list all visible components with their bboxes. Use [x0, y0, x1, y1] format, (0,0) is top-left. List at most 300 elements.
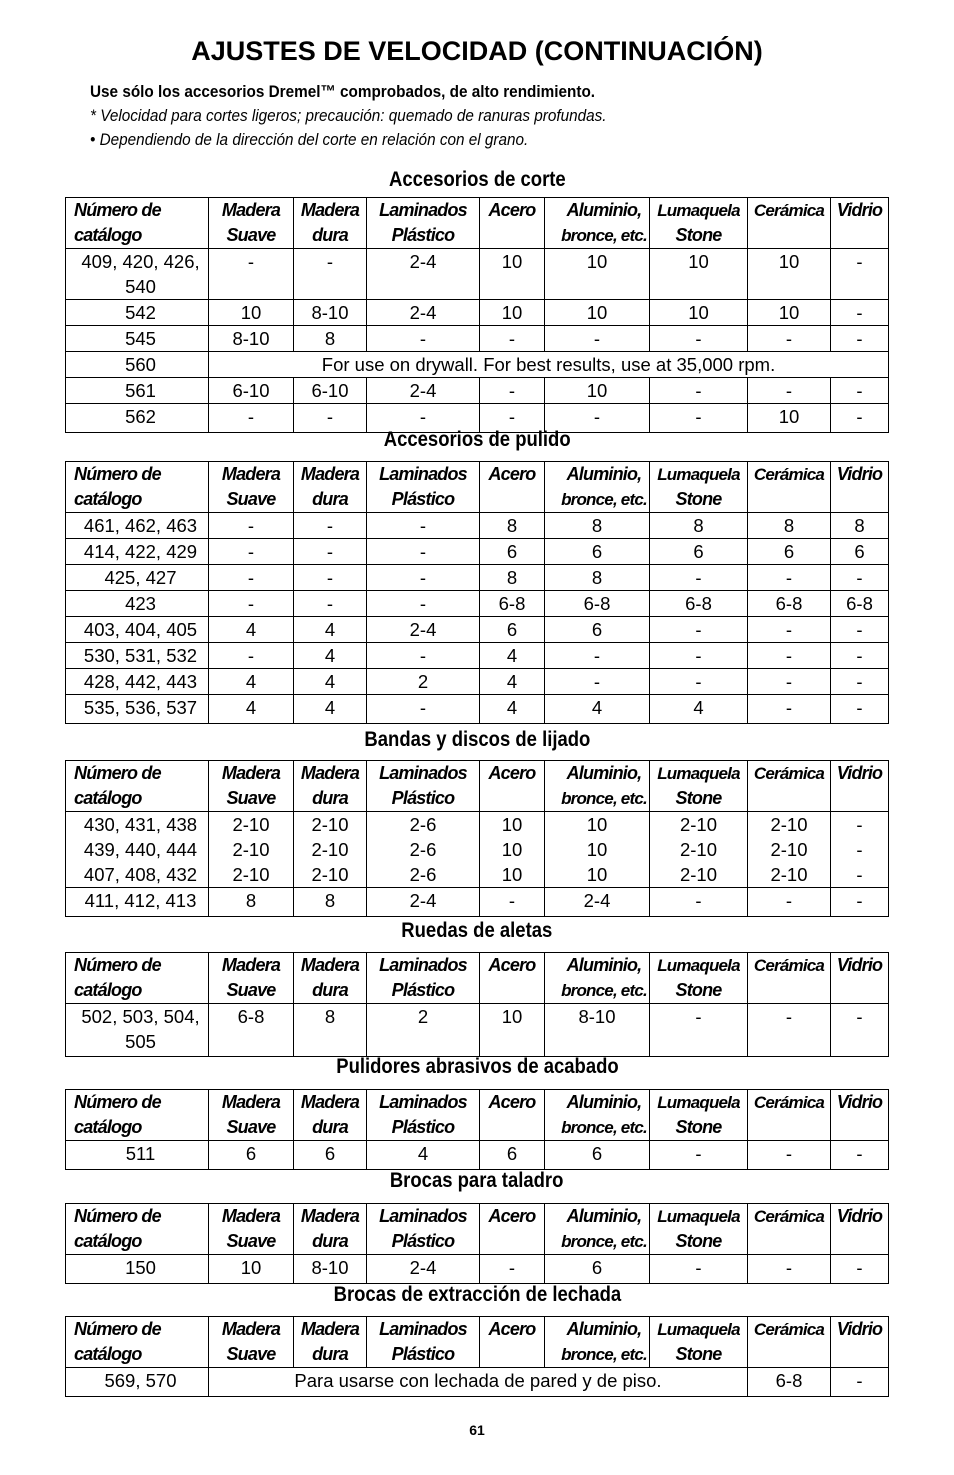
- header-label: Suave: [226, 225, 276, 245]
- page-title: AJUSTES DE VELOCIDAD (CONTINUACIÓN): [191, 36, 763, 66]
- grain-footnote: • Dependiendo de la dirección del corte en relación con el grano.: [90, 130, 529, 149]
- speed-value: 6-8: [545, 591, 650, 617]
- speed-value: -: [480, 378, 545, 404]
- header-catalog: [66, 1090, 209, 1141]
- speed-value: 2-10: [294, 837, 367, 862]
- speed-value: -: [748, 643, 831, 669]
- speed-value: 2: [367, 669, 480, 695]
- section-title: [0, 1283, 954, 1307]
- header-label: Acero: [488, 1319, 536, 1339]
- speed-value: 6: [209, 1141, 294, 1170]
- section-title-text: Pulidores abrasivos de acabado: [335, 1055, 619, 1078]
- speed-value: 10: [209, 1255, 294, 1284]
- speed-value: -: [831, 249, 889, 300]
- header-label: Suave: [226, 1117, 276, 1137]
- speed-value: 10: [545, 837, 650, 862]
- header-label: bronce, etc.: [561, 1118, 647, 1137]
- table-row: [66, 352, 889, 378]
- speed-value: -: [748, 1141, 831, 1170]
- header-label: Plástico: [391, 1344, 455, 1364]
- speed-value: -: [748, 378, 831, 404]
- header-acero: [480, 761, 545, 812]
- header-label: Laminados: [379, 955, 467, 975]
- speed-value: 4: [294, 669, 367, 695]
- header-label: Aluminio,: [566, 200, 642, 220]
- speed-value: 2-10: [748, 812, 831, 838]
- header-madera-dura: [294, 198, 367, 249]
- header-aluminio: [545, 1090, 650, 1141]
- table-row: [66, 539, 889, 565]
- header-madera-suave: [209, 761, 294, 812]
- speed-value: -: [650, 1004, 748, 1057]
- speed-value: 6-8: [748, 1368, 831, 1397]
- header-aluminio: [545, 953, 650, 1004]
- table-row: [66, 1004, 889, 1057]
- header-madera-suave: [209, 462, 294, 513]
- header-madera-dura: [294, 1204, 367, 1255]
- speed-value: 8: [480, 513, 545, 539]
- speed-footnote: * Velocidad para cortes ligeros; precaución: quemado de ranuras profundas.: [90, 106, 607, 125]
- speed-table: [65, 197, 889, 433]
- header-label: catálogo: [74, 1117, 142, 1137]
- header-label: Aluminio,: [566, 1092, 642, 1112]
- header-label: Cerámica: [753, 1207, 825, 1226]
- page-number: 61: [469, 1422, 485, 1438]
- header-label: Acero: [488, 955, 536, 975]
- header-ceramica: [748, 1090, 831, 1141]
- speed-table: [65, 461, 889, 724]
- speed-value: -: [209, 404, 294, 433]
- speed-value: 6: [545, 617, 650, 643]
- speed-value: -: [831, 643, 889, 669]
- header-madera-suave: [209, 1317, 294, 1368]
- header-label: Aluminio,: [566, 763, 642, 783]
- speed-value: 2-6: [367, 812, 480, 838]
- speed-value: 2-10: [294, 812, 367, 838]
- speed-value: -: [367, 326, 480, 352]
- header-laminados: [367, 761, 480, 812]
- catalog-number: 423: [66, 591, 209, 617]
- speed-value: 6: [480, 1141, 545, 1170]
- speed-value: 4: [480, 695, 545, 724]
- speed-value: -: [209, 539, 294, 565]
- catalog-number: 461, 462, 463: [66, 513, 209, 539]
- header-label: Plástico: [391, 489, 455, 509]
- header-vidrio: [831, 1090, 889, 1141]
- speed-value: -: [748, 1255, 831, 1284]
- header-label: Laminados: [379, 464, 467, 484]
- header-row: [66, 1204, 889, 1255]
- header-label: Suave: [226, 788, 276, 808]
- speed-value: 8: [650, 513, 748, 539]
- speed-value: 4: [209, 669, 294, 695]
- header-laminados: [367, 1317, 480, 1368]
- speed-value: 10: [545, 378, 650, 404]
- section-title-text: Bandas y discos de lijado: [364, 728, 590, 751]
- speed-value: 10: [748, 300, 831, 326]
- speed-value: 6-8: [831, 591, 889, 617]
- table-row: [66, 1368, 889, 1397]
- table-row: [66, 565, 889, 591]
- header-label: Stone: [675, 225, 722, 245]
- speed-table: [65, 760, 889, 917]
- header-laminados: [367, 462, 480, 513]
- speed-table: [65, 1316, 889, 1397]
- speed-value: 8: [748, 513, 831, 539]
- header-label: Madera: [221, 955, 281, 975]
- header-catalog: [66, 198, 209, 249]
- header-label: Laminados: [379, 200, 467, 220]
- table-row: [66, 812, 889, 838]
- header-label: Acero: [488, 464, 536, 484]
- speed-value: -: [650, 669, 748, 695]
- catalog-number: 511: [66, 1141, 209, 1170]
- header-label: bronce, etc.: [561, 789, 647, 808]
- speed-value: -: [650, 1255, 748, 1284]
- header-lumaquela: [650, 198, 748, 249]
- header-vidrio: [831, 1204, 889, 1255]
- header-catalog: [66, 462, 209, 513]
- header-label: bronce, etc.: [561, 981, 647, 1000]
- speed-value: 10: [748, 249, 831, 300]
- speed-value: 2-10: [650, 837, 748, 862]
- header-label: Lumaquela: [657, 1320, 740, 1339]
- speed-value: -: [209, 643, 294, 669]
- speed-value: 2-10: [209, 812, 294, 838]
- header-acero: [480, 1204, 545, 1255]
- header-label: catálogo: [74, 1231, 142, 1251]
- header-label: Acero: [488, 1206, 536, 1226]
- header-ceramica: [748, 1317, 831, 1368]
- speed-value: -: [831, 300, 889, 326]
- header-madera-dura: [294, 1090, 367, 1141]
- section-title: [0, 1169, 954, 1193]
- speed-value: 2-10: [650, 812, 748, 838]
- speed-value: 10: [480, 837, 545, 862]
- header-label: Laminados: [379, 1092, 467, 1112]
- header-label: Lumaquela: [657, 764, 740, 783]
- speed-value: 2-4: [367, 300, 480, 326]
- header-label: dura: [312, 1117, 348, 1137]
- header-label: Aluminio,: [566, 1319, 642, 1339]
- speed-value: -: [294, 513, 367, 539]
- speed-value: 10: [650, 249, 748, 300]
- header-catalog: [66, 1317, 209, 1368]
- header-madera-suave: [209, 1090, 294, 1141]
- speed-value: -: [831, 1368, 889, 1397]
- speed-value: -: [748, 1004, 831, 1057]
- speed-value: 2: [367, 1004, 480, 1057]
- header-label: Vidrio: [836, 1206, 883, 1226]
- header-madera-dura: [294, 761, 367, 812]
- catalog-number: 428, 442, 443: [66, 669, 209, 695]
- table-row: [66, 1255, 889, 1284]
- header-label: Madera: [221, 464, 281, 484]
- speed-value: -: [545, 643, 650, 669]
- header-label: Lumaquela: [657, 956, 740, 975]
- header-acero: [480, 953, 545, 1004]
- header-label: Madera: [221, 1092, 281, 1112]
- header-label: Acero: [488, 1092, 536, 1112]
- speed-value: -: [209, 591, 294, 617]
- header-label: Número de: [74, 763, 161, 783]
- table-row: [66, 669, 889, 695]
- catalog-number: 430, 431, 438: [66, 812, 209, 838]
- header-label: Cerámica: [753, 201, 825, 220]
- header-laminados: [367, 198, 480, 249]
- accessory-note: Use sólo los accesorios Dremel™ comprobados, de alto rendimiento.: [90, 82, 596, 101]
- speed-value: -: [650, 565, 748, 591]
- speed-value: -: [480, 326, 545, 352]
- speed-value: 2-6: [367, 862, 480, 888]
- header-label: Vidrio: [836, 464, 883, 484]
- speed-value: 10: [480, 862, 545, 888]
- header-ceramica: [748, 953, 831, 1004]
- header-label: Número de: [74, 464, 161, 484]
- header-ceramica: [748, 761, 831, 812]
- speed-value: -: [650, 1141, 748, 1170]
- speed-value: 8-10: [209, 326, 294, 352]
- speed-value: 2-6: [367, 837, 480, 862]
- speed-value: -: [748, 326, 831, 352]
- header-label: Suave: [226, 1344, 276, 1364]
- table-row: [66, 326, 889, 352]
- header-label: Madera: [300, 1319, 360, 1339]
- header-acero: [480, 1090, 545, 1141]
- header-label: Acero: [488, 200, 536, 220]
- header-vidrio: [831, 1317, 889, 1368]
- table-row: [66, 695, 889, 724]
- header-acero: [480, 1317, 545, 1368]
- speed-value: 6-8: [209, 1004, 294, 1057]
- header-label: dura: [312, 1344, 348, 1364]
- speed-value: 6: [831, 539, 889, 565]
- speed-value: -: [831, 378, 889, 404]
- header-madera-suave: [209, 1204, 294, 1255]
- header-aluminio: [545, 761, 650, 812]
- speed-value: -: [748, 695, 831, 724]
- speed-value: 2-4: [367, 617, 480, 643]
- speed-value: 10: [480, 249, 545, 300]
- header-row: [66, 761, 889, 812]
- header-label: Stone: [675, 1231, 722, 1251]
- header-label: Aluminio,: [566, 955, 642, 975]
- table-row: [66, 249, 889, 300]
- header-vidrio: [831, 198, 889, 249]
- header-aluminio: [545, 1317, 650, 1368]
- speed-value: -: [650, 643, 748, 669]
- header-label: Vidrio: [836, 955, 883, 975]
- speed-value: 2-4: [545, 888, 650, 917]
- header-label: Stone: [675, 788, 722, 808]
- speed-value: -: [545, 326, 650, 352]
- speed-value: -: [831, 669, 889, 695]
- header-vidrio: [831, 462, 889, 513]
- header-row: [66, 1090, 889, 1141]
- header-label: Suave: [226, 489, 276, 509]
- speed-value: -: [294, 565, 367, 591]
- speed-value: -: [831, 404, 889, 433]
- catalog-number: 439, 440, 444: [66, 837, 209, 862]
- header-acero: [480, 198, 545, 249]
- speed-value: 10: [480, 1004, 545, 1057]
- speed-value: 4: [480, 669, 545, 695]
- header-laminados: [367, 1090, 480, 1141]
- header-label: Laminados: [379, 1206, 467, 1226]
- header-lumaquela: [650, 1317, 748, 1368]
- header-label: Número de: [74, 1319, 161, 1339]
- speed-value: -: [650, 378, 748, 404]
- speed-value: -: [650, 888, 748, 917]
- speed-value: 4: [209, 695, 294, 724]
- speed-value: -: [367, 539, 480, 565]
- header-label: Cerámica: [753, 1093, 825, 1112]
- section-title-text: Ruedas de aletas: [401, 919, 553, 942]
- header-label: Plástico: [391, 788, 455, 808]
- header-lumaquela: [650, 761, 748, 812]
- section-title: [0, 168, 954, 192]
- speed-value: 2-10: [748, 862, 831, 888]
- speed-value: -: [748, 617, 831, 643]
- speed-value: -: [748, 888, 831, 917]
- header-label: Número de: [74, 200, 161, 220]
- header-lumaquela: [650, 1204, 748, 1255]
- header-label: Plástico: [391, 980, 455, 1000]
- speed-value: -: [831, 1141, 889, 1170]
- catalog-number: 545: [66, 326, 209, 352]
- table-row: [66, 617, 889, 643]
- section-title: [0, 428, 954, 452]
- header-madera-dura: [294, 462, 367, 513]
- section-title-text: Accesorios de corte: [388, 168, 566, 191]
- speed-value: -: [545, 669, 650, 695]
- header-label: Número de: [74, 955, 161, 975]
- speed-value: 6-10: [209, 378, 294, 404]
- catalog-number: 414, 422, 429: [66, 539, 209, 565]
- header-label: catálogo: [74, 489, 142, 509]
- speed-value: -: [209, 513, 294, 539]
- header-ceramica: [748, 462, 831, 513]
- header-label: Madera: [300, 955, 360, 975]
- header-label: Stone: [675, 980, 722, 1000]
- speed-value: 6-8: [748, 591, 831, 617]
- speed-table: [65, 952, 889, 1057]
- header-lumaquela: [650, 1090, 748, 1141]
- speed-value: 10: [480, 812, 545, 838]
- section-title-text: Brocas de extracción de lechada: [333, 1283, 621, 1306]
- header-acero: [480, 462, 545, 513]
- speed-value: 8: [209, 888, 294, 917]
- speed-value: -: [831, 1004, 889, 1057]
- header-label: Aluminio,: [566, 1206, 642, 1226]
- header-row: [66, 198, 889, 249]
- speed-value: 8: [480, 565, 545, 591]
- speed-value: 10: [545, 812, 650, 838]
- header-label: Stone: [675, 489, 722, 509]
- header-laminados: [367, 953, 480, 1004]
- speed-value: 6: [294, 1141, 367, 1170]
- catalog-number: 530, 531, 532: [66, 643, 209, 669]
- speed-value: 10: [545, 249, 650, 300]
- table-row: [66, 300, 889, 326]
- header-catalog: [66, 761, 209, 812]
- table-row: [66, 888, 889, 917]
- header-label: Número de: [74, 1092, 161, 1112]
- speed-value: 2-10: [650, 862, 748, 888]
- header-label: Plástico: [391, 1231, 455, 1251]
- speed-value: 4: [367, 1141, 480, 1170]
- speed-value: 8: [294, 888, 367, 917]
- speed-value: 4: [294, 695, 367, 724]
- header-row: [66, 953, 889, 1004]
- speed-value: 6: [650, 539, 748, 565]
- speed-value: 2-4: [367, 1255, 480, 1284]
- header-label: Cerámica: [753, 1320, 825, 1339]
- speed-value: -: [831, 695, 889, 724]
- speed-value: 8-10: [545, 1004, 650, 1057]
- header-aluminio: [545, 1204, 650, 1255]
- header-label: dura: [312, 980, 348, 1000]
- speed-value: 10: [545, 862, 650, 888]
- header-label: bronce, etc.: [561, 226, 647, 245]
- header-aluminio: [545, 462, 650, 513]
- section-title: [0, 728, 954, 752]
- speed-value: 6: [545, 539, 650, 565]
- speed-value: 6-8: [480, 591, 545, 617]
- speed-value: -: [367, 591, 480, 617]
- speed-value: 2-4: [367, 378, 480, 404]
- header-label: dura: [312, 225, 348, 245]
- section-title: [0, 919, 954, 943]
- speed-value: -: [650, 326, 748, 352]
- catalog-number: 409, 420, 426, 540: [66, 249, 209, 300]
- header-label: Aluminio,: [566, 464, 642, 484]
- header-label: Vidrio: [836, 1319, 883, 1339]
- header-label: Suave: [226, 1231, 276, 1251]
- header-label: catálogo: [74, 1344, 142, 1364]
- speed-value: 10: [209, 300, 294, 326]
- row-note: Para usarse con lechada de pared y de piso.: [209, 1368, 748, 1397]
- speed-value: -: [209, 565, 294, 591]
- speed-value: -: [650, 617, 748, 643]
- speed-value: 2-10: [294, 862, 367, 888]
- speed-value: -: [480, 1255, 545, 1284]
- header-label: dura: [312, 489, 348, 509]
- speed-value: 2-10: [748, 837, 831, 862]
- speed-value: 2-4: [367, 249, 480, 300]
- speed-value: 6: [545, 1255, 650, 1284]
- speed-value: -: [367, 695, 480, 724]
- speed-value: -: [831, 565, 889, 591]
- speed-value: -: [209, 249, 294, 300]
- catalog-number: 561: [66, 378, 209, 404]
- speed-value: 10: [650, 300, 748, 326]
- section-title: [0, 1055, 954, 1079]
- header-aluminio: [545, 198, 650, 249]
- header-label: bronce, etc.: [561, 1232, 647, 1251]
- header-row: [66, 462, 889, 513]
- speed-value: 4: [294, 617, 367, 643]
- header-label: Lumaquela: [657, 201, 740, 220]
- header-ceramica: [748, 198, 831, 249]
- header-label: Madera: [221, 1206, 281, 1226]
- header-label: Laminados: [379, 763, 467, 783]
- speed-value: -: [367, 513, 480, 539]
- header-label: Vidrio: [836, 763, 883, 783]
- header-vidrio: [831, 953, 889, 1004]
- header-madera-suave: [209, 953, 294, 1004]
- speed-value: 2-10: [209, 837, 294, 862]
